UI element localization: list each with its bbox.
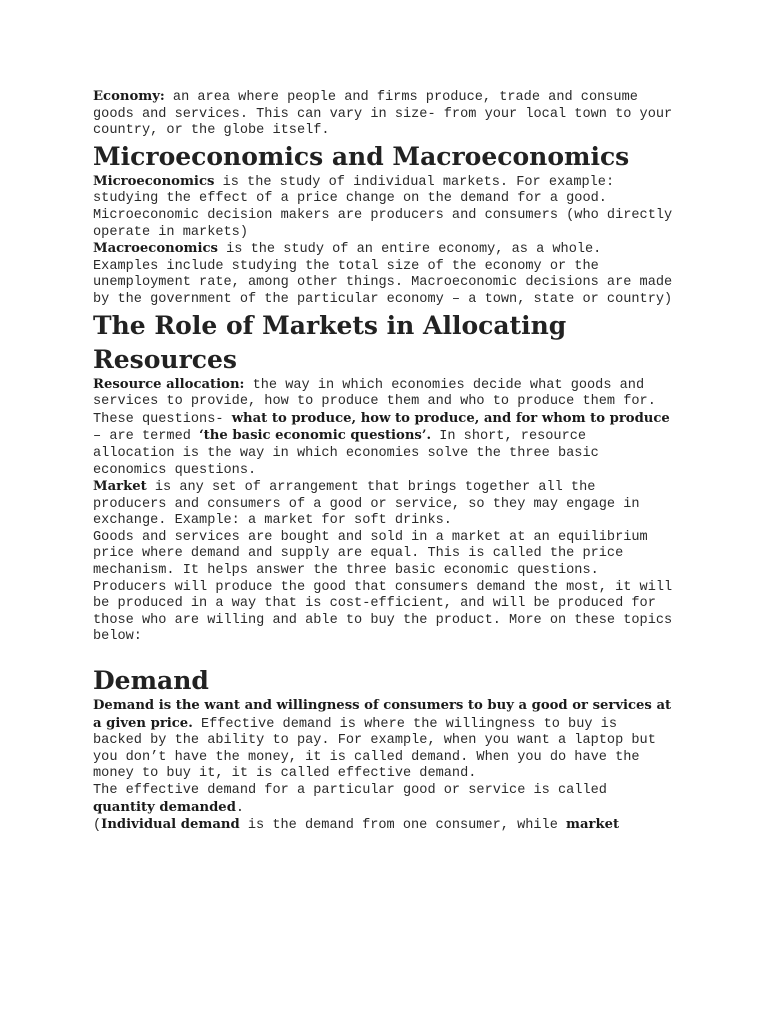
resource-allocation-definition-text: the way in which economies decide what goods and services to provide, how to produce them and who to produce them for. xyxy=(93,377,656,410)
economy-definition-text: an area where people and firms produce, trade and consume goods and services. This can vary in size- from your local town to your country, or the globe itself. xyxy=(93,90,673,139)
term-demand: Demand is the want and willingness of consumers to buy a good or services at a given price. xyxy=(93,698,672,731)
basic-economic-questions-paragraph xyxy=(93,411,673,479)
term-basic-economic-questions: ‘the basic economic questions’. xyxy=(199,428,432,444)
term-economy: Economy: xyxy=(93,89,165,104)
heading-demand: Demand xyxy=(93,666,209,696)
quantity-demanded-paragraph xyxy=(93,783,673,817)
macroeconomics-definition-text: is the study of an entire economy, as a whole. Examples include studying the total size of the economy or the unemployment rate, among other things. Macroeconomic decisions are made by the government of the particular economy – a town, state or country) xyxy=(93,242,673,307)
demand-definition-text: Effective demand is where the willingness to buy is backed by the ability to pay. For example, when you want a laptop but you don’t have the money, it is called demand. When you do have the money to buy it, it is called effective demand. xyxy=(93,716,656,782)
term-resource-allocation: Resource allocation: xyxy=(93,376,245,392)
term-three-questions: what to produce, how to produce, and for whom to produce xyxy=(231,410,670,426)
resource-allocation-definition xyxy=(93,377,673,411)
price-mechanism-paragraph: Goods and services are bought and sold in a market at an equilibrium price where demand and supply are equal. This is called the price mechanism. It helps answer the three basic economic questions. Producers will produce the good that consumers demand the most, it will be produced in a way that is cost-efficient, and will be produced for those who are willing and able to buy the product. More on these topics below: xyxy=(93,529,673,645)
individual-demand-paragraph xyxy=(93,817,673,835)
term-individual-demand: Individual demand xyxy=(101,817,240,833)
term-microeconomics: Microeconomics xyxy=(93,173,215,189)
heading-role-of-markets: The Role of Markets in Allocating Resources xyxy=(93,310,567,374)
macroeconomics-definition xyxy=(93,241,673,308)
microeconomics-definition xyxy=(93,174,673,241)
term-macroeconomics: Macroeconomics xyxy=(93,241,218,257)
questions-intro-text: These questions- xyxy=(93,411,232,427)
individual-demand-open-paren: ( xyxy=(93,818,102,834)
market-definition-text: is any set of arrangement that brings together all the producers and consumers of a good or service, so they may engage in exchange. Example: a market for soft drinks. xyxy=(93,480,640,529)
market-definition xyxy=(93,479,673,530)
questions-post-text: In short, resource allocation is the way in which economies solve the three basic economics questions. xyxy=(93,429,599,478)
quantity-demanded-text: The effective demand for a particular good or service is called xyxy=(93,783,607,798)
term-market-demand: market xyxy=(566,817,620,833)
document-body xyxy=(93,89,673,835)
questions-mid-text: – are termed xyxy=(93,429,200,445)
heading-micro-macro: Microeconomics and Macroeconomics xyxy=(93,141,630,171)
term-quantity-demanded: quantity demanded xyxy=(93,799,236,815)
demand-definition xyxy=(93,698,673,783)
economy-definition xyxy=(93,89,673,140)
term-market: Market xyxy=(93,479,147,495)
individual-demand-text: is the demand from one consumer, while xyxy=(239,818,567,834)
quantity-demanded-post: . xyxy=(235,800,245,816)
microeconomics-definition-text: is the study of individual markets. For example: studying the effect of a price change on the demand for a good. Microeconomic decision makers are producers and consumers (who directly operate in markets) xyxy=(93,174,673,240)
